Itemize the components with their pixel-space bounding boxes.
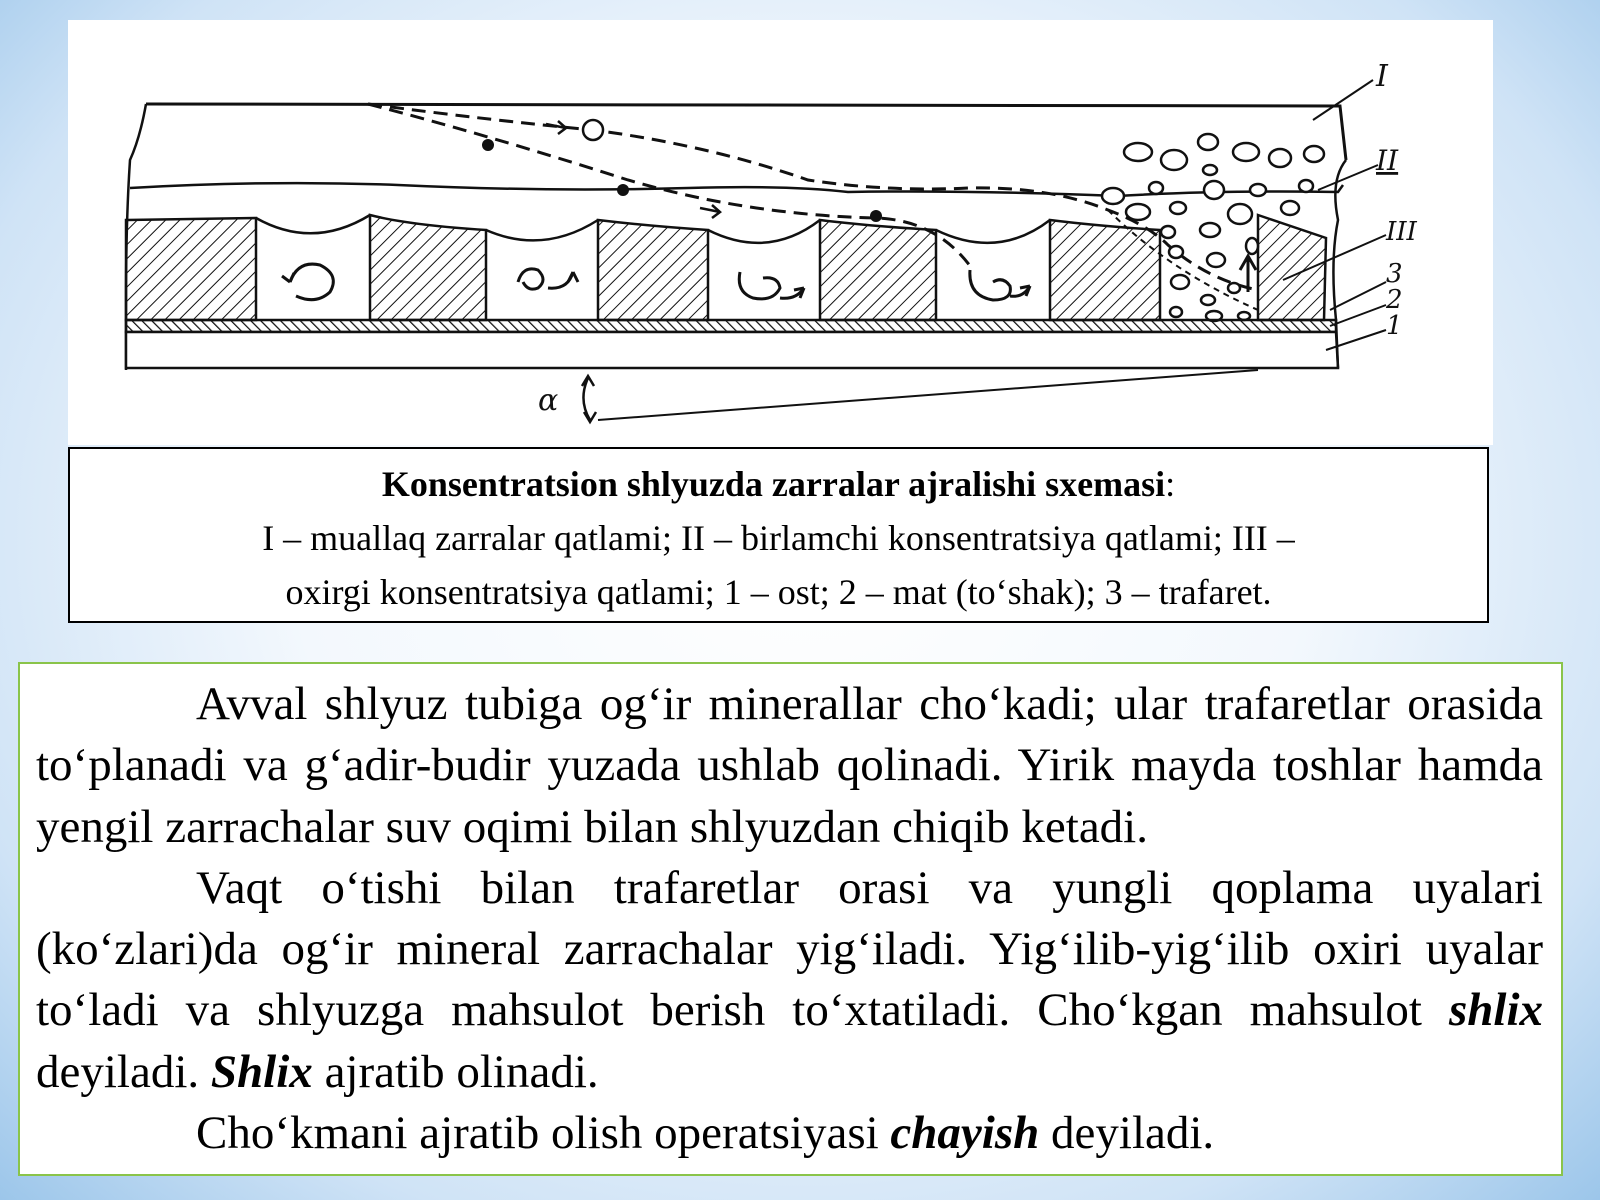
label-3: 3 bbox=[1386, 259, 1403, 289]
angle-arc bbox=[582, 376, 596, 422]
p2-start: Vaqt o‘tishi bilan trafaretlar orasi va yungli qoplama uyalari (ko‘zlari)da og‘ir mineral zarrachalar yig‘iladi. Yig‘ilib-yig‘ilib oxiri uyalar to‘ladi va shlyuzga mahsulot berish to‘xtatiladi. Cho‘kgan mahsulot bbox=[36, 861, 1543, 1037]
p2-end: ajratib olinadi. bbox=[312, 1045, 599, 1098]
caption-title-suffix: : bbox=[1165, 464, 1176, 504]
body-paragraph-1: Avval shlyuz tubiga og‘ir minerallar cho‘kadi; ular trafaretlar orasida to‘planadi va g‘adir-budir yuzada ushlab qolinadi. Yirik mayda toshlar hamda yengil zarrachalar suv oqimi bilan shlyuzdan chiqib ketadi. bbox=[36, 678, 1543, 853]
label-II: II bbox=[1376, 144, 1399, 177]
p2-mid: deyiladi. bbox=[36, 1045, 211, 1098]
term-shlix-cap: Shlix bbox=[210, 1045, 313, 1098]
riffle-block-2 bbox=[370, 215, 486, 320]
body-paragraph-2 bbox=[36, 858, 1543, 1103]
caption-line-1: I – muallaq zarralar qatlami; II – birlamchi konsentratsiya qatlami; III – bbox=[262, 518, 1295, 558]
slope-line bbox=[598, 370, 1258, 420]
p3-end: deyiladi. bbox=[1039, 1107, 1215, 1160]
riffle-block-6 bbox=[1258, 215, 1326, 320]
label-III: III bbox=[1386, 217, 1417, 247]
label-1: 1 bbox=[1386, 311, 1403, 341]
body-paragraph-3 bbox=[36, 1103, 1543, 1164]
caption-title: Konsentratsion shlyuzda zarralar ajralishi sxemasi bbox=[381, 464, 1166, 504]
caption-title-line bbox=[70, 457, 1487, 511]
riffle-block-5 bbox=[1050, 220, 1160, 320]
trajectory-particles bbox=[482, 120, 882, 222]
term-shlix: shlix bbox=[1448, 984, 1543, 1037]
label-I: I bbox=[1376, 59, 1388, 94]
figure-caption bbox=[68, 447, 1489, 623]
sluice-diagram-panel bbox=[68, 20, 1493, 445]
label-2: 2 bbox=[1386, 285, 1403, 315]
body-text-box bbox=[18, 662, 1563, 1176]
riffle-block-4 bbox=[820, 220, 936, 320]
sluice-diagram bbox=[68, 20, 1493, 445]
riffle-block-1 bbox=[126, 218, 256, 320]
angle-label: α bbox=[538, 383, 559, 418]
p3-start: Cho‘kmani ajratib olish operatsiyasi bbox=[196, 1107, 891, 1160]
base-layer bbox=[126, 332, 1338, 368]
caption-line-2: oxirgi konsentratsiya qatlami; 1 – ost; 2 – mat (to‘shak); 3 – trafaret. bbox=[285, 572, 1272, 612]
mat-layer bbox=[126, 320, 1336, 332]
riffle-block-3 bbox=[598, 220, 708, 320]
term-chayish: chayish bbox=[890, 1107, 1040, 1160]
riffle-blocks bbox=[126, 215, 1326, 320]
